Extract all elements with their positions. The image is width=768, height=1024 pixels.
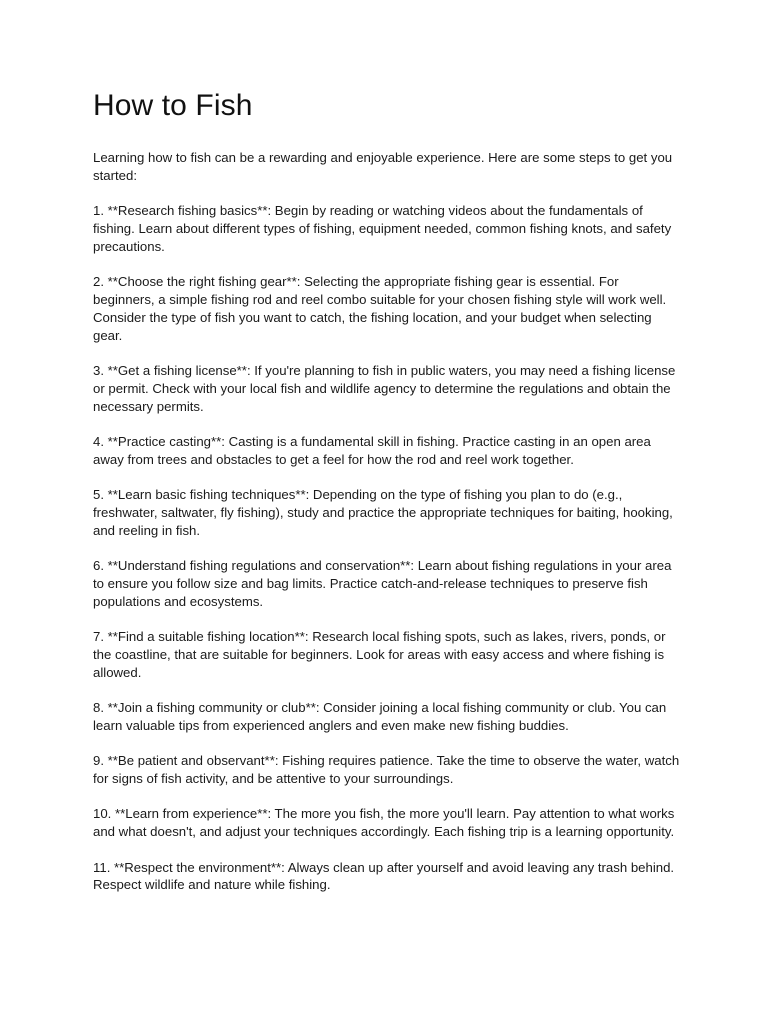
- step-paragraph-7: 7. **Find a suitable fishing location**: Research local fishing spots, such as lakes, rivers, ponds, or the coastline, that are suitable for beginners. Look for areas with easy access and where fishing is allowed.: [93, 629, 666, 680]
- step-paragraph-10: 10. **Learn from experience**: The more you fish, the more you'll learn. Pay attention to what works and what doesn't, and adjust your techniques accordingly. Each fishing trip is a learning opportunity.: [93, 806, 675, 840]
- step-paragraph-4: 4. **Practice casting**: Casting is a fundamental skill in fishing. Practice casting in an open area away from trees and obstacles to get a feel for how the rod and reel work together.: [93, 433, 651, 467]
- step-paragraph-3: 3. **Get a fishing license**: If you're planning to fish in public waters, you may need a fishing license or permit. Check with your local fish and wildlife agency to determine the regulations and obtain the necessary permits.: [93, 362, 676, 414]
- step-paragraph-2: 2. **Choose the right fishing gear**: Selecting the appropriate fishing gear is essential. For beginners, a simple fishing rod and reel combo suitable for your chosen fishing style will work well. Consider the type of fish you want to catch, the fishing location, and your budget when selecting gear.: [93, 274, 667, 343]
- document-content: [93, 84, 683, 894]
- step-paragraph-6: 6. **Understand fishing regulations and conservation**: Learn about fishing regulations in your area to ensure you follow size and bag limits. Practice catch-and-release techniques to preserve fish populations and ecosystems.: [93, 558, 672, 609]
- step-paragraph-5: 5. **Learn basic fishing techniques**: Depending on the type of fishing you plan to do (e.g., freshwater, saltwater, fly fishing), study and practice the appropriate techniques for baiting, hooking, and reeling in fish.: [93, 487, 673, 538]
- intro-paragraph: Learning how to fish can be a rewarding and enjoyable experience. Here are some steps to get you started:: [93, 150, 673, 183]
- page-title: How to Fish: [93, 89, 253, 122]
- step-paragraph-9: 9. **Be patient and observant**: Fishing requires patience. Take the time to observe the water, watch for signs of fish activity, and be attentive to your surroundings.: [93, 753, 680, 787]
- step-paragraph-11: 11. **Respect the environment**: Always clean up after yourself and avoid leaving any trash behind. Respect wildlife and nature while fishing.: [93, 859, 675, 893]
- step-paragraph-1: 1. **Research fishing basics**: Begin by reading or watching videos about the fundamentals of fishing. Learn about different types of fishing, equipment needed, common fishing knots, and safety precautions.: [93, 203, 672, 254]
- step-paragraph-8: 8. **Join a fishing community or club**: Consider joining a local fishing community or club. You can learn valuable tips from experienced anglers and even make new fishing buddies.: [93, 700, 667, 733]
